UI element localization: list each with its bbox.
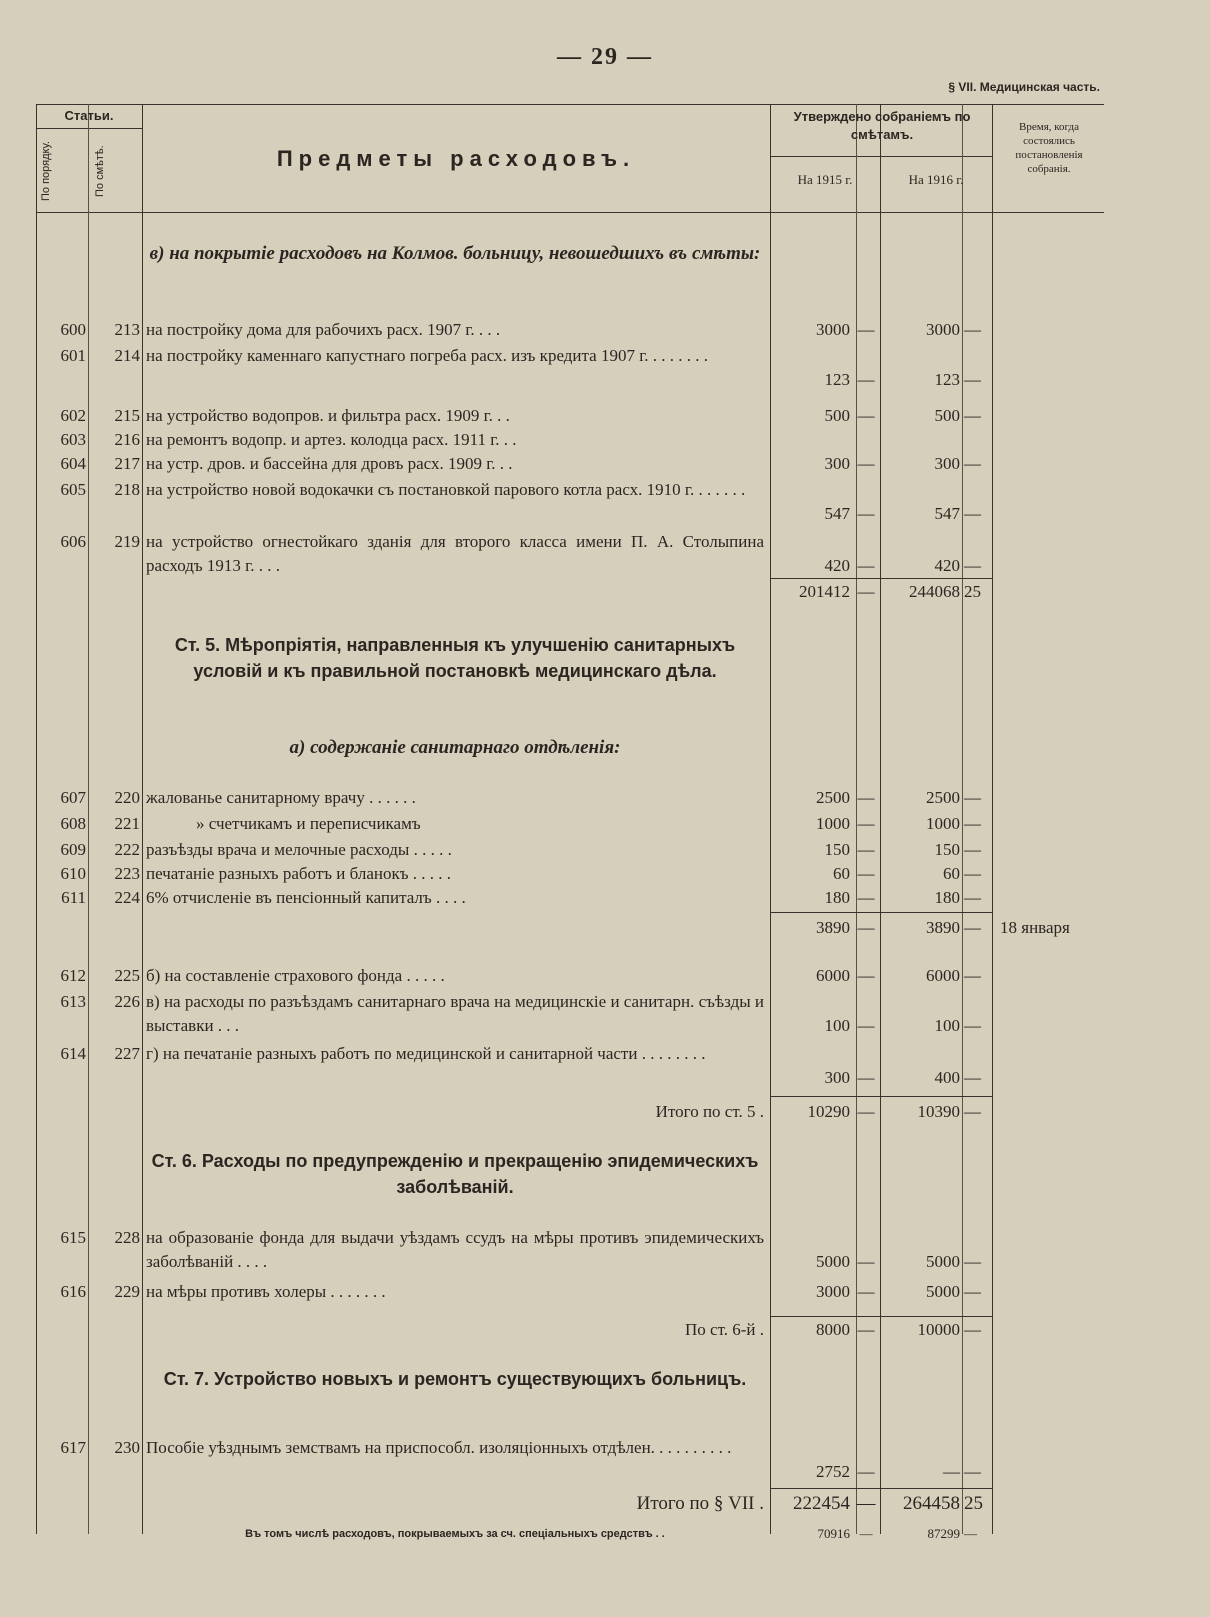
row-v1916: 244068 bbox=[909, 582, 960, 601]
row-v1916: 500 bbox=[934, 406, 960, 425]
row-v1916: 3000 bbox=[926, 320, 960, 339]
row-v1916: 1000 bbox=[926, 814, 960, 833]
row-text: Итого по § VII . bbox=[636, 1493, 764, 1514]
row-sm: 218 bbox=[114, 480, 140, 499]
row-no: 615 bbox=[60, 1228, 86, 1247]
row-v1915: 100 bbox=[824, 1016, 850, 1035]
row-k1915: — bbox=[857, 1320, 875, 1339]
row-k1915: — bbox=[857, 320, 875, 339]
row-text: на устройство новой водокачки съ постановкой парового котла расх. 1910 г. . . . . . . bbox=[146, 480, 746, 499]
row-k1915: — bbox=[857, 556, 875, 575]
row-v1915: 10290 bbox=[807, 1102, 850, 1121]
row-k1915: — bbox=[857, 1282, 875, 1301]
row-text: » счетчикамъ и переписчикамъ bbox=[196, 814, 421, 833]
row-sm: 225 bbox=[114, 966, 140, 985]
row-k1916: — bbox=[964, 370, 981, 389]
row-text: Итого по ст. 5 . bbox=[655, 1102, 764, 1121]
row-no: 602 bbox=[60, 406, 86, 425]
row-v1915: 1000 bbox=[816, 814, 850, 833]
row-k1915: — bbox=[857, 504, 875, 523]
row-k1916: — bbox=[964, 1462, 981, 1481]
page-number: — 29 — bbox=[557, 44, 653, 70]
row-text: Пособіе уѣзднымъ земствамъ на приспособл. изоляціонныхъ отдѣлен. . . . . . . . . . bbox=[146, 1438, 732, 1457]
row-v1915: 3890 bbox=[816, 918, 850, 937]
header-by-estimate: По смѣтѣ. bbox=[94, 145, 106, 197]
row-k1916: — bbox=[964, 1102, 981, 1121]
heading-st5: Ст. 5. Мѣропріятія, направленныя къ улучшенію санитарныхъ условій и къ правильной постановкѣ медицинскаго дѣла. bbox=[174, 635, 736, 681]
sum-rule bbox=[770, 1096, 992, 1097]
row-v1916: 5000 bbox=[926, 1252, 960, 1271]
row-k1916: — bbox=[964, 918, 981, 937]
row-k1916: 25 bbox=[964, 1493, 983, 1514]
row-sm: 220 bbox=[114, 788, 140, 807]
row-no: 607 bbox=[60, 788, 86, 807]
row-v1916: 6000 bbox=[926, 966, 960, 985]
subhead-a: а) содержаніе санитарнаго отдѣленія: bbox=[289, 737, 621, 758]
row-v1916: 180 bbox=[934, 888, 960, 907]
row-sm: 219 bbox=[114, 532, 140, 551]
row-no: 608 bbox=[60, 814, 86, 833]
row-text: По ст. 6-й . bbox=[685, 1320, 764, 1339]
row-k1916: — bbox=[964, 888, 981, 907]
sum-rule bbox=[770, 1488, 992, 1489]
row-v1916: 420 bbox=[934, 556, 960, 575]
row-sm: 226 bbox=[114, 992, 140, 1011]
row-v1915: 3000 bbox=[816, 320, 850, 339]
articles-rule bbox=[36, 128, 142, 129]
heading-st7: Ст. 7. Устройство новыхъ и ремонтъ существующихъ больницъ. bbox=[163, 1369, 747, 1389]
row-v1916: 5000 bbox=[926, 1282, 960, 1301]
table-top-rule bbox=[36, 104, 1104, 105]
row-text: на устройство огнестойкаго зданія для второго класса имени П. А. Столыпина расходъ 1913 г. . . . bbox=[146, 532, 764, 575]
row-text: б) на составленіе страхового фонда . . . . . bbox=[146, 966, 445, 985]
row-no: 600 bbox=[60, 320, 86, 339]
header-by-order: По порядку. bbox=[40, 141, 52, 201]
row-v1916: 10390 bbox=[917, 1102, 960, 1121]
row-no: 605 bbox=[60, 480, 86, 499]
row-v1915: 3000 bbox=[816, 1282, 850, 1301]
row-sm: 229 bbox=[114, 1282, 140, 1301]
header-subjects: Предметы расходовъ. bbox=[276, 146, 636, 171]
row-sm: 222 bbox=[114, 840, 140, 859]
row-sm: 217 bbox=[114, 454, 140, 473]
row-sm: 215 bbox=[114, 406, 140, 425]
row-sm: 224 bbox=[114, 888, 140, 907]
row-no: 606 bbox=[60, 532, 86, 551]
row-k1916: 25 bbox=[964, 582, 981, 601]
row-k1915: — bbox=[857, 864, 875, 883]
row-no: 612 bbox=[60, 966, 86, 985]
row-no: 610 bbox=[60, 864, 86, 883]
row-v1915: 60 bbox=[833, 864, 850, 883]
row-k1916: — bbox=[964, 840, 981, 859]
row-no: 603 bbox=[60, 430, 86, 449]
row-k1916: — bbox=[964, 504, 981, 523]
row-no: 609 bbox=[60, 840, 86, 859]
row-text: г) на печатаніе разныхъ работъ по медицинской и санитарной части . . . . . . . . bbox=[146, 1044, 706, 1063]
row-sm: 228 bbox=[114, 1228, 140, 1247]
row-no: 613 bbox=[60, 992, 86, 1011]
section-title: § VII. Медицинская часть. bbox=[948, 80, 1100, 94]
row-k1916: — bbox=[964, 788, 981, 807]
row-sm: 230 bbox=[114, 1438, 140, 1457]
footnote-v1915: 70916 bbox=[817, 1526, 850, 1541]
row-no: 611 bbox=[61, 888, 86, 907]
row-k1915: — bbox=[857, 582, 875, 601]
row-k1916: — bbox=[964, 1068, 981, 1087]
col-rule-no bbox=[88, 104, 89, 1534]
row-v1915: 8000 bbox=[816, 1320, 850, 1339]
sum-rule bbox=[770, 1316, 992, 1317]
row-k1915: — bbox=[857, 1016, 875, 1035]
row-k1916: — bbox=[964, 966, 981, 985]
row-v1915: 2752 bbox=[816, 1462, 850, 1481]
row-text: жалованье санитарному врачу . . . . . . bbox=[146, 788, 416, 807]
row-k1916: — bbox=[964, 1016, 981, 1035]
col-rule-sm bbox=[142, 104, 143, 1534]
header-time: Время, когда состоялись постановленія собранія. bbox=[1015, 121, 1083, 175]
row-v1915: 201412 bbox=[799, 582, 850, 601]
row-k1916: — bbox=[964, 814, 981, 833]
row-time: 18 января bbox=[1000, 918, 1070, 937]
row-k1916: — bbox=[964, 556, 981, 575]
row-v1915: 6000 bbox=[816, 966, 850, 985]
row-k1916: — bbox=[964, 454, 981, 473]
row-no: 604 bbox=[60, 454, 86, 473]
row-v1915: 300 bbox=[824, 454, 850, 473]
row-v1915: 150 bbox=[824, 840, 850, 859]
header-year-1916: На 1916 г. bbox=[908, 172, 964, 187]
footnote-v1916: 87299 bbox=[927, 1526, 960, 1541]
row-no: 617 bbox=[60, 1438, 86, 1457]
row-v1916: 547 bbox=[934, 504, 960, 523]
header-articles: Статьи. bbox=[64, 108, 114, 123]
row-v1915: 5000 bbox=[816, 1252, 850, 1271]
row-k1915: — bbox=[857, 918, 875, 937]
row-v1915: 500 bbox=[824, 406, 850, 425]
row-text: на устройство водопров. и фильтра расх. 1909 г. . . bbox=[146, 406, 510, 425]
row-k1915: — bbox=[857, 1462, 875, 1481]
row-k1916: — bbox=[964, 1252, 981, 1271]
row-k1915: — bbox=[857, 1068, 875, 1087]
heading-st6: Ст. 6. Расходы по предупрежденію и прекращенію эпидемическихъ заболѣваній. bbox=[151, 1151, 759, 1197]
row-sm: 223 bbox=[114, 864, 140, 883]
sum-rule bbox=[770, 912, 992, 913]
subhead-v: в) на покрытіе расходовъ на Колмов. больницу, невошедшихъ въ смѣты: bbox=[149, 243, 761, 264]
footnote-k1916: — bbox=[964, 1526, 977, 1541]
col-rule-left bbox=[36, 104, 37, 1534]
row-v1916: 10000 bbox=[917, 1320, 960, 1339]
row-k1916: — bbox=[964, 864, 981, 883]
row-k1915: — bbox=[857, 814, 875, 833]
row-v1916: 3890 bbox=[926, 918, 960, 937]
row-v1915: 420 bbox=[824, 556, 850, 575]
row-text: в) на расходы по разъѣздамъ санитарнаго врача на медицинскіе и санитарн. съѣзды и выставки . . . bbox=[146, 992, 764, 1035]
row-v1915: 222454 bbox=[793, 1493, 850, 1514]
row-sm: 214 bbox=[114, 346, 140, 365]
row-v1916: 400 bbox=[934, 1068, 960, 1087]
row-k1916: — bbox=[964, 320, 981, 339]
header-approved: Утверждено собраніемъ по смѣтамъ. bbox=[793, 109, 971, 142]
sum-rule bbox=[770, 578, 992, 579]
row-v1915: 547 bbox=[824, 504, 850, 523]
row-k1915: — bbox=[857, 888, 875, 907]
row-no: 616 bbox=[60, 1282, 86, 1301]
row-text: на постройку каменнаго капустнаго погреба расх. изъ кредита 1907 г. . . . . . . . bbox=[146, 346, 708, 365]
header-year-1915: На 1915 г. bbox=[797, 172, 853, 187]
row-v1916: — bbox=[943, 1462, 960, 1481]
row-sm: 216 bbox=[114, 430, 140, 449]
row-text: разъѣзды врача и мелочные расходы . . . . . bbox=[146, 840, 452, 859]
row-text: на образованіе фонда для выдачи уѣздамъ ссудъ на мѣры противъ эпидемическихъ заболѣваній . . . . bbox=[146, 1228, 764, 1271]
row-sm: 221 bbox=[114, 814, 140, 833]
row-k1915: — bbox=[857, 788, 875, 807]
row-k1915: — bbox=[856, 1493, 876, 1514]
row-k1916: — bbox=[964, 1320, 981, 1339]
row-no: 614 bbox=[60, 1044, 86, 1063]
row-v1916: 264458 bbox=[903, 1493, 960, 1514]
row-v1916: 60 bbox=[943, 864, 960, 883]
row-text: на мѣры противъ холеры . . . . . . . bbox=[146, 1282, 386, 1301]
footnote-k1915: — bbox=[859, 1526, 873, 1541]
row-text: на ремонтъ водопр. и артез. колодца расх. 1911 г. . . bbox=[146, 430, 517, 449]
row-text: печатаніе разныхъ работъ и бланокъ . . . . . bbox=[146, 864, 452, 883]
row-sm: 213 bbox=[114, 320, 140, 339]
row-sm: 227 bbox=[114, 1044, 140, 1063]
row-k1916: — bbox=[964, 1282, 981, 1301]
row-v1915: 2500 bbox=[816, 788, 850, 807]
row-v1916: 2500 bbox=[926, 788, 960, 807]
row-v1915: 180 bbox=[824, 888, 850, 907]
row-v1916: 100 bbox=[934, 1016, 960, 1035]
row-k1916: — bbox=[964, 406, 981, 425]
footnote-text: Въ томъ числѣ расходовъ, покрываемыхъ за сч. спеціальныхъ средствъ . . bbox=[245, 1528, 665, 1540]
header-bottom-rule bbox=[36, 212, 1104, 213]
row-v1915: 123 bbox=[824, 370, 850, 389]
row-v1916: 300 bbox=[934, 454, 960, 473]
row-k1915: — bbox=[857, 454, 875, 473]
row-v1915: 300 bbox=[824, 1068, 850, 1087]
row-text: 6% отчисленіе въ пенсіонный капиталъ . . . . bbox=[146, 888, 466, 907]
row-no: 601 bbox=[60, 346, 86, 365]
row-k1915: — bbox=[857, 1102, 875, 1121]
row-k1915: — bbox=[857, 1252, 875, 1271]
row-text: на устр. дров. и бассейна для дровъ расх. 1909 г. . . bbox=[146, 454, 513, 473]
row-v1916: 123 bbox=[934, 370, 960, 389]
row-text: на постройку дома для рабочихъ расх. 1907 г. . . . bbox=[146, 320, 501, 339]
row-k1915: — bbox=[857, 406, 875, 425]
row-k1915: — bbox=[857, 966, 875, 985]
row-k1915: — bbox=[857, 840, 875, 859]
row-k1915: — bbox=[857, 370, 875, 389]
col-rule-v2 bbox=[962, 104, 963, 1534]
row-v1916: 150 bbox=[934, 840, 960, 859]
approved-rule bbox=[770, 156, 992, 157]
